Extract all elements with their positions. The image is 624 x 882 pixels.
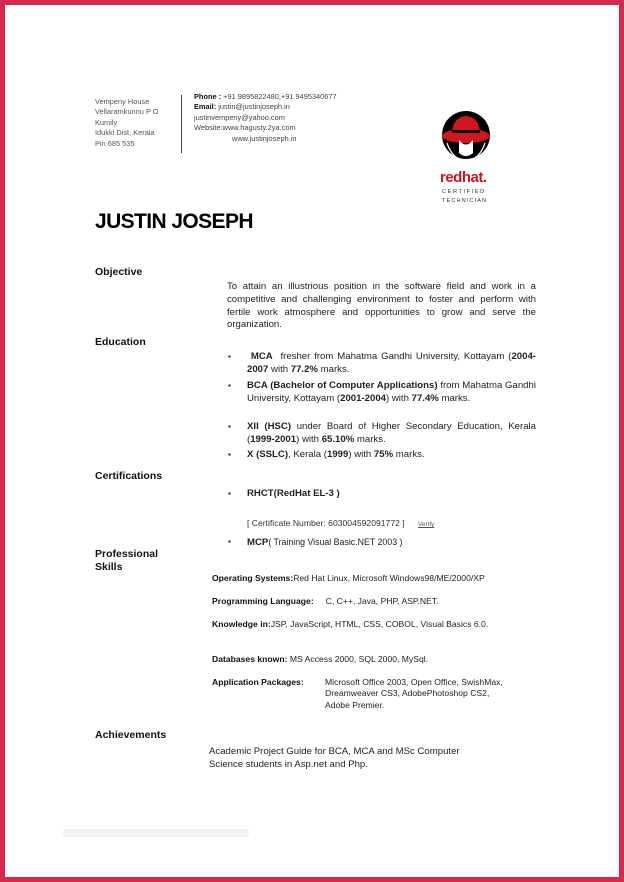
address-line: Vellaramkunnu P O <box>95 107 159 117</box>
address-line: Vempeny House <box>95 97 150 106</box>
redhat-hat-icon <box>437 109 507 169</box>
website-value-2[interactable]: www.justinjoseph.in <box>232 133 297 143</box>
email-value[interactable]: justin@justinjoseph.in <box>218 102 290 112</box>
address-line: Idukki Dist, Kerala <box>95 128 155 138</box>
achievements-text: Academic Project Guide for BCA, MCA and MSc Computer Science students in Asp.net and Php. <box>209 746 460 770</box>
watermark <box>63 823 253 847</box>
logo-wordmark: redhat. <box>440 169 487 186</box>
address-block <box>95 97 159 149</box>
section-heading-skills: Professional Skills <box>95 548 159 573</box>
skill-programming: Programming Language: C, C++, Java, PHP, ASP.NET. <box>212 596 439 606</box>
address-line: Pin 685 535 <box>95 138 135 148</box>
redhat-certified-logo <box>437 109 507 219</box>
education-item: ▪ MCA fresher from Mahatma Gandhi University, Kottayam (2004-2007 with 77.2% marks. <box>228 351 536 375</box>
email-label: Email: <box>194 102 217 112</box>
contact-block <box>194 92 337 144</box>
bullet-icon: ▪ <box>228 489 231 498</box>
section-heading-education: Education <box>95 336 146 348</box>
divider <box>181 95 182 153</box>
verify-link[interactable]: Verify <box>418 521 435 528</box>
certificate-number: [ Certificate Number: 603004592091772 ] <box>247 518 405 528</box>
bullet-icon: ▪ <box>228 537 231 546</box>
candidate-name: JUSTIN JOSEPH <box>95 210 253 233</box>
section-heading-objective: Objective <box>95 266 143 278</box>
skill-application-packages-value: Microsoft Office 2003, Open Office, SwishMax, Dreamweaver CS3, AdobePhotoshop CS2, Adobe Premier. <box>325 677 503 710</box>
skill-databases: Databases known: MS Access 2000, SQL 2000, MySql. <box>212 654 429 664</box>
skill-knowledge: Knowledge in:JSP, JavaScript, HTML, CSS, COBOL, Visual Basics 6.0. <box>212 619 489 629</box>
address-line: Kumily <box>95 117 118 127</box>
website-value[interactable]: www.hagusty.2ya.com <box>222 123 296 133</box>
section-heading-achievements: Achievements <box>95 729 167 741</box>
skill-application-packages: Application Packages: <box>212 677 304 687</box>
phone-value: +91 9895822480,+91 9495340677 <box>223 92 337 101</box>
certification-item: ▪ MCP( Training Visual Basic.NET 2003 ) <box>228 537 403 548</box>
website-label: Website: <box>194 123 223 133</box>
bullet-icon: ▪ <box>228 422 231 431</box>
objective-text: To attain an illustrious position in the software field and work in a competitive and challenging environment to foster and perform with fertile work atmosphere and opportunities to grow and serve the organization. <box>227 281 536 331</box>
resume-page <box>5 5 619 877</box>
education-item: ▪ X (SSLC), Kerala (1999) with 75% marks. <box>228 449 425 460</box>
logo-technician: TECHNICIAN <box>442 198 488 204</box>
education-item: ▪ XII (HSC) under Board of Higher Secondary Education, Kerala (1999-2001) with 65.10% marks. <box>228 421 536 445</box>
skill-os: Operating Systems:Red Hat Linux, Microsoft Windows98/ME/2000/XP <box>212 573 485 583</box>
section-heading-certifications: Certifications <box>95 470 163 482</box>
logo-certified: CERTIFIED <box>442 189 486 195</box>
certificate-number-line <box>247 513 434 531</box>
bullet-icon: ▪ <box>228 450 231 459</box>
email-value-2[interactable]: justinvempeny@yahoo.com <box>194 112 285 122</box>
education-item: ▪ BCA (Bachelor of Computer Applications) from Mahatma Gandhi University, Kottayam (2001-2004) with 77.4% marks. <box>228 380 536 404</box>
bullet-icon: ▪ <box>228 381 231 390</box>
phone-label: Phone : <box>194 92 222 101</box>
certification-item: ▪ RHCT(RedHat EL-3 ) <box>228 488 340 499</box>
bullet-icon: ▪ <box>228 352 231 361</box>
